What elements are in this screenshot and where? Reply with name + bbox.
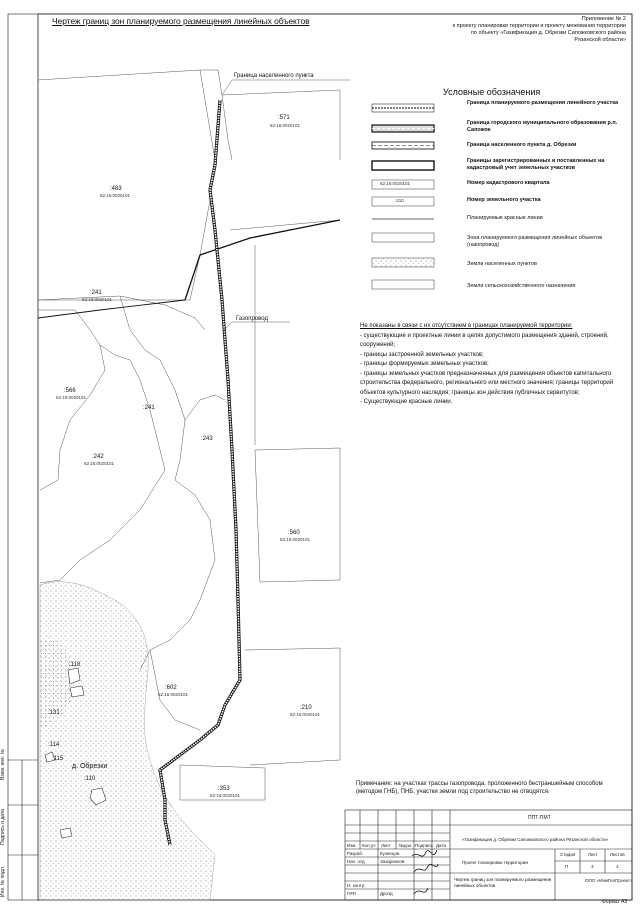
legend-item: Номер земельного участка xyxy=(467,197,541,203)
parcel-label: :114 xyxy=(48,742,60,748)
legend-item: Земли населенных пунктов xyxy=(467,261,537,267)
notes-line: - границы застроенной земельных участков; xyxy=(360,351,484,358)
stamp-role: Н. контр. xyxy=(347,883,366,888)
annex-line: Рязанской области» xyxy=(574,37,626,43)
annex-block xyxy=(453,16,626,44)
legend-item: Номер кадастрового квартала xyxy=(467,180,550,186)
legend-item: Земли сельскохозяйственного назначения xyxy=(467,283,576,289)
quarter-label: 62:16:0020101 xyxy=(290,712,321,717)
stamp-section: Проект планировки территории xyxy=(462,860,528,865)
quarter-label: 62:16:0020101 xyxy=(158,692,189,697)
quarter-label: 62:16:0020101 xyxy=(82,297,113,302)
stage-val: П xyxy=(565,864,569,869)
notes-line: - существующие и проектные линии в целях допустимого размещения зданий, строений, сооружений; xyxy=(360,332,609,348)
parcel-label: :353 xyxy=(218,786,230,792)
settlement-area xyxy=(40,582,215,900)
signatures xyxy=(412,850,438,894)
legend-item: Граница городского муниципального образования р.п. Сапожок xyxy=(467,120,618,133)
stamp-drawing: Чертеж границ зон планируемого размещения линейных объектов xyxy=(454,877,552,888)
parcel-label: :110 xyxy=(84,776,96,782)
parcel-label: :560 xyxy=(288,530,300,536)
parcel-label: :571 xyxy=(278,115,290,121)
sheet-format: Формат А3 xyxy=(602,899,628,905)
parcel-label: :241 xyxy=(90,290,102,296)
route-label: Газопровод xyxy=(236,316,268,322)
notes-line: - Существующие красные линии. xyxy=(360,399,453,405)
parcel-label: :242 xyxy=(92,454,104,460)
parcel-label: :602 xyxy=(165,685,177,691)
legend-item: Зона планируемого размещения линейных объектов (газопровод) xyxy=(467,235,603,248)
parcel-label: :483 xyxy=(110,186,122,192)
quarter-label: 62:16:0020101 xyxy=(210,793,241,798)
legend-sample-quarter: 62:16:0020101 xyxy=(380,181,411,186)
parcel-label: :210 xyxy=(300,705,312,711)
stamp-col: Дата xyxy=(436,843,446,848)
legend-item: Граница населенного пункта д. Обрезки xyxy=(467,142,577,148)
stamp-role: Разраб. xyxy=(347,851,364,856)
stamp-name: Захаренков xyxy=(380,859,405,864)
legend-item: Планируемые красные линии xyxy=(467,215,543,221)
settlement-boundary xyxy=(185,220,340,300)
notes-intro: Не показаны в связи с их отсутствием в границах планируемой территории: xyxy=(360,323,573,329)
side-label: Подпись и дата xyxy=(0,809,6,845)
stamp-name: Дрозд xyxy=(380,891,393,896)
company-name: ООО «ИнжГеоПроект» xyxy=(585,878,633,883)
stamp-code: ППТ-ПМТ xyxy=(528,815,551,821)
stamp-col: Лист xyxy=(381,843,391,848)
gas-pipeline-route xyxy=(160,100,240,845)
parcel-label: :118 xyxy=(69,662,81,668)
stage-head: Листов xyxy=(610,852,625,857)
stage-val: 3 xyxy=(591,864,594,869)
town-label: д. Обрезки xyxy=(72,763,108,770)
annex-line: по объекту «Газификация д. Обрезки Сапожковского района xyxy=(470,30,626,36)
parcel-label: :241 xyxy=(143,405,155,411)
side-label: Инв. № подл. xyxy=(0,865,6,897)
quarter-label: 62:16:0020101 xyxy=(100,193,131,198)
stamp-col: Кол.уч xyxy=(362,843,376,848)
stage-head: Лист xyxy=(588,852,598,857)
stamp-project: «Газификация д. Обрезки Сапожковского района Рязанской области» xyxy=(462,837,609,842)
notes-line: - границы формируемых земельных участков; xyxy=(360,361,489,367)
stamp-role: Нач. отд. xyxy=(347,859,366,864)
parcel-label: :115 xyxy=(52,756,64,762)
annex-line: к проекту планировки территории и проекту межевания территории xyxy=(452,23,626,29)
stage-head: Стадия xyxy=(560,852,576,857)
notes-remark: Примечание: на участках трассы газопровода, проложенного бестраншейным способом (методом ГНБ), ПНБ, участки земли под строительство не отводятся. xyxy=(356,781,603,795)
road-label: Граница населенного пункта xyxy=(234,73,314,79)
parcel-label: :131 xyxy=(48,710,60,716)
legend-item: Границы зарегистрированных и поставленных на кадастровый учет земельных участков xyxy=(467,158,605,171)
stamp-name: Кузнецов xyxy=(380,851,400,856)
notes-block xyxy=(360,322,630,408)
stamp-col: Изм. xyxy=(347,843,357,848)
quarter-label: 62:16:0020101 xyxy=(56,395,87,400)
stamp-col: №док. xyxy=(399,843,413,848)
legend-heading: Условные обозначения xyxy=(443,87,541,97)
side-label: Взам. инв. № xyxy=(0,749,6,780)
quarter-label: 62:16:0020101 xyxy=(270,123,301,128)
stamp-col: Подпись xyxy=(415,843,433,848)
notes-line: - границы земельных участков предназначенных для размещения объектов капитального строительства федерального, регионального или местного значения; границы территорий объектов культурного наследия; границы зон действия публичных сервитутов; xyxy=(360,370,614,396)
parcel-label: :243 xyxy=(201,436,213,442)
legend-sample-parcel: :210 xyxy=(395,198,404,203)
legend-item: Граница планируемого размещения линейного участка xyxy=(467,100,619,106)
annex-line: Приложение № 2 xyxy=(581,16,626,22)
stamp-role: ГИП xyxy=(347,891,356,896)
sheet-title: Чертеж границ зон планируемого размещения линейных объектов xyxy=(52,16,310,26)
quarter-label: 62:16:0020101 xyxy=(84,461,115,466)
quarter-label: 62:16:0020101 xyxy=(280,537,311,542)
stage-val: 1 xyxy=(616,864,619,869)
parcel-label: :566 xyxy=(64,388,76,394)
